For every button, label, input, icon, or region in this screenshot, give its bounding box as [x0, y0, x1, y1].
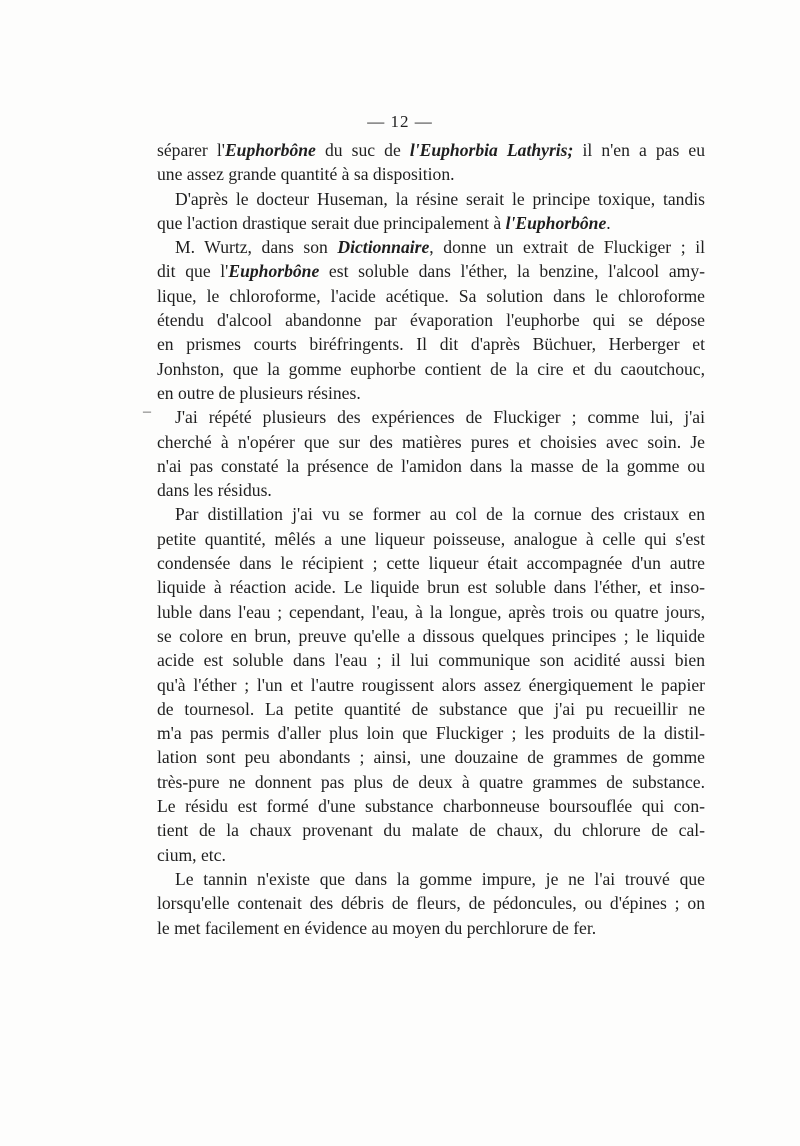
text-run: D'après le docteur Huseman, la résine serait le principe toxique, tandis	[175, 188, 705, 209]
text-run: dans les résidus.	[157, 480, 272, 501]
text-run: M. Wurtz, dans son	[175, 237, 338, 258]
text-line	[157, 575, 705, 599]
text-run: m'a pas permis d'aller plus loin que Fluckiger ; les produits de la distil-	[157, 723, 705, 744]
text-run: lorsqu'elle contenait des débris de fleurs, de pédoncules, ou d'épines ; on	[157, 893, 705, 914]
text-line	[157, 916, 705, 940]
italic-term: Dictionnaire	[337, 237, 430, 258]
text-run: Par distillation j'ai vu se former au col de la cornue des cristaux en	[175, 504, 705, 525]
text-line	[157, 673, 705, 697]
text-run: du suc de	[315, 140, 410, 160]
text-line	[157, 332, 705, 356]
italic-term: Euphorbône	[228, 261, 320, 282]
text-line	[157, 551, 705, 575]
text-line	[157, 624, 705, 648]
text-run: Le résidu est formé d'une substance charbonneuse boursouflée qui con-	[157, 796, 705, 817]
text-line	[157, 187, 705, 211]
text-line	[157, 259, 705, 283]
marginal-mark: –	[143, 403, 151, 420]
text-run: cium, etc.	[157, 844, 226, 865]
italic-term: l'Euphorbia Lathyris;	[409, 140, 574, 160]
text-run: acide est soluble dans l'eau ; il lui communique son acidité aussi bien	[157, 650, 705, 671]
text-line	[157, 697, 705, 721]
text-run: n'ai pas constaté la présence de l'amidon dans la masse de la gomme ou	[157, 455, 705, 476]
text-run: liquide à réaction acide. Le liquide brun est soluble dans l'éther, et inso-	[157, 577, 705, 598]
text-line	[157, 211, 705, 235]
text-line	[157, 381, 705, 405]
text-run: se colore en brun, preuve qu'elle a dissous quelques principes ; le liquide	[157, 625, 705, 646]
text-run: condensée dans le récipient ; cette liqueur était accompagnée d'un autre	[157, 553, 705, 574]
italic-term: Euphorbône	[224, 140, 316, 160]
text-run: cherché à n'opérer que sur des matières pures et choisies avec soin. Je	[157, 431, 705, 452]
text-line	[157, 770, 705, 794]
text-line	[157, 284, 705, 308]
text-run: en prismes courts biréfringents. Il dit d'après Büchuer, Herberger et	[157, 334, 705, 355]
text-run: petite quantité, mêlés a une liqueur poisseuse, analogue à celle qui s'est	[157, 528, 705, 549]
text-line	[157, 308, 705, 332]
italic-term: l'Euphorbône	[505, 212, 607, 233]
text-run: dit que l'	[157, 261, 229, 282]
text-line	[157, 891, 705, 915]
text-line	[157, 527, 705, 551]
text-run: que l'action drastique serait due principalement à	[157, 212, 506, 233]
text-line	[157, 138, 705, 162]
text-run: il n'en a pas eu	[573, 140, 705, 160]
text-line	[157, 430, 705, 454]
text-line	[157, 454, 705, 478]
text-line	[157, 478, 705, 502]
text-run: , donne un extrait de Fluckiger ; il	[429, 237, 705, 258]
text-run: étendu d'alcool abandonne par évaporation l'euphorbe qui se dépose	[157, 310, 705, 331]
text-line	[157, 235, 705, 259]
text-run: en outre de plusieurs résines.	[157, 382, 361, 403]
text-run: Le tannin n'existe que dans la gomme impure, je ne l'ai trouvé que	[175, 868, 705, 889]
text-run: séparer l'	[157, 140, 225, 160]
text-line	[157, 843, 705, 867]
text-run: est soluble dans l'éther, la benzine, l'alcool amy-	[319, 261, 705, 282]
text-line	[157, 502, 705, 526]
text-run: lation sont peu abondants ; ainsi, une douzaine de grammes de gomme	[157, 747, 705, 768]
text-line	[157, 405, 705, 429]
body-text	[157, 138, 705, 940]
text-line	[157, 721, 705, 745]
text-line	[157, 357, 705, 381]
text-run: J'ai répété plusieurs des expériences de Fluckiger ; comme lui, j'ai	[175, 407, 705, 428]
page-number: — 12 —	[367, 112, 433, 131]
text-run: .	[606, 212, 611, 233]
text-run: de tournesol. La petite quantité de substance que j'ai pu recueillir ne	[157, 698, 705, 719]
text-run: le met facilement en évidence au moyen du perchlorure de fer.	[157, 917, 597, 938]
text-line	[157, 648, 705, 672]
text-run: lique, le chloroforme, l'acide acétique. Sa solution dans le chloroforme	[157, 285, 705, 306]
text-line	[157, 162, 705, 186]
text-run: Jonhston, que la gomme euphorbe contient de la cire et du caoutchouc,	[157, 358, 705, 379]
text-line	[157, 818, 705, 842]
text-line	[157, 745, 705, 769]
text-run: tient de la chaux provenant du malate de chaux, du chlorure de cal-	[157, 820, 705, 841]
text-run: qu'à l'éther ; l'un et l'autre rougissent alors assez énergiquement le papier	[157, 674, 705, 695]
text-run: luble dans l'eau ; cependant, l'eau, à la longue, après trois ou quatre jours,	[157, 601, 705, 622]
text-run: une assez grande quantité à sa disposition.	[157, 164, 455, 185]
text-line	[157, 867, 705, 891]
text-run: très-pure ne donnent pas plus de deux à quatre grammes de substance.	[157, 771, 705, 792]
text-line	[157, 794, 705, 818]
text-line	[157, 600, 705, 624]
